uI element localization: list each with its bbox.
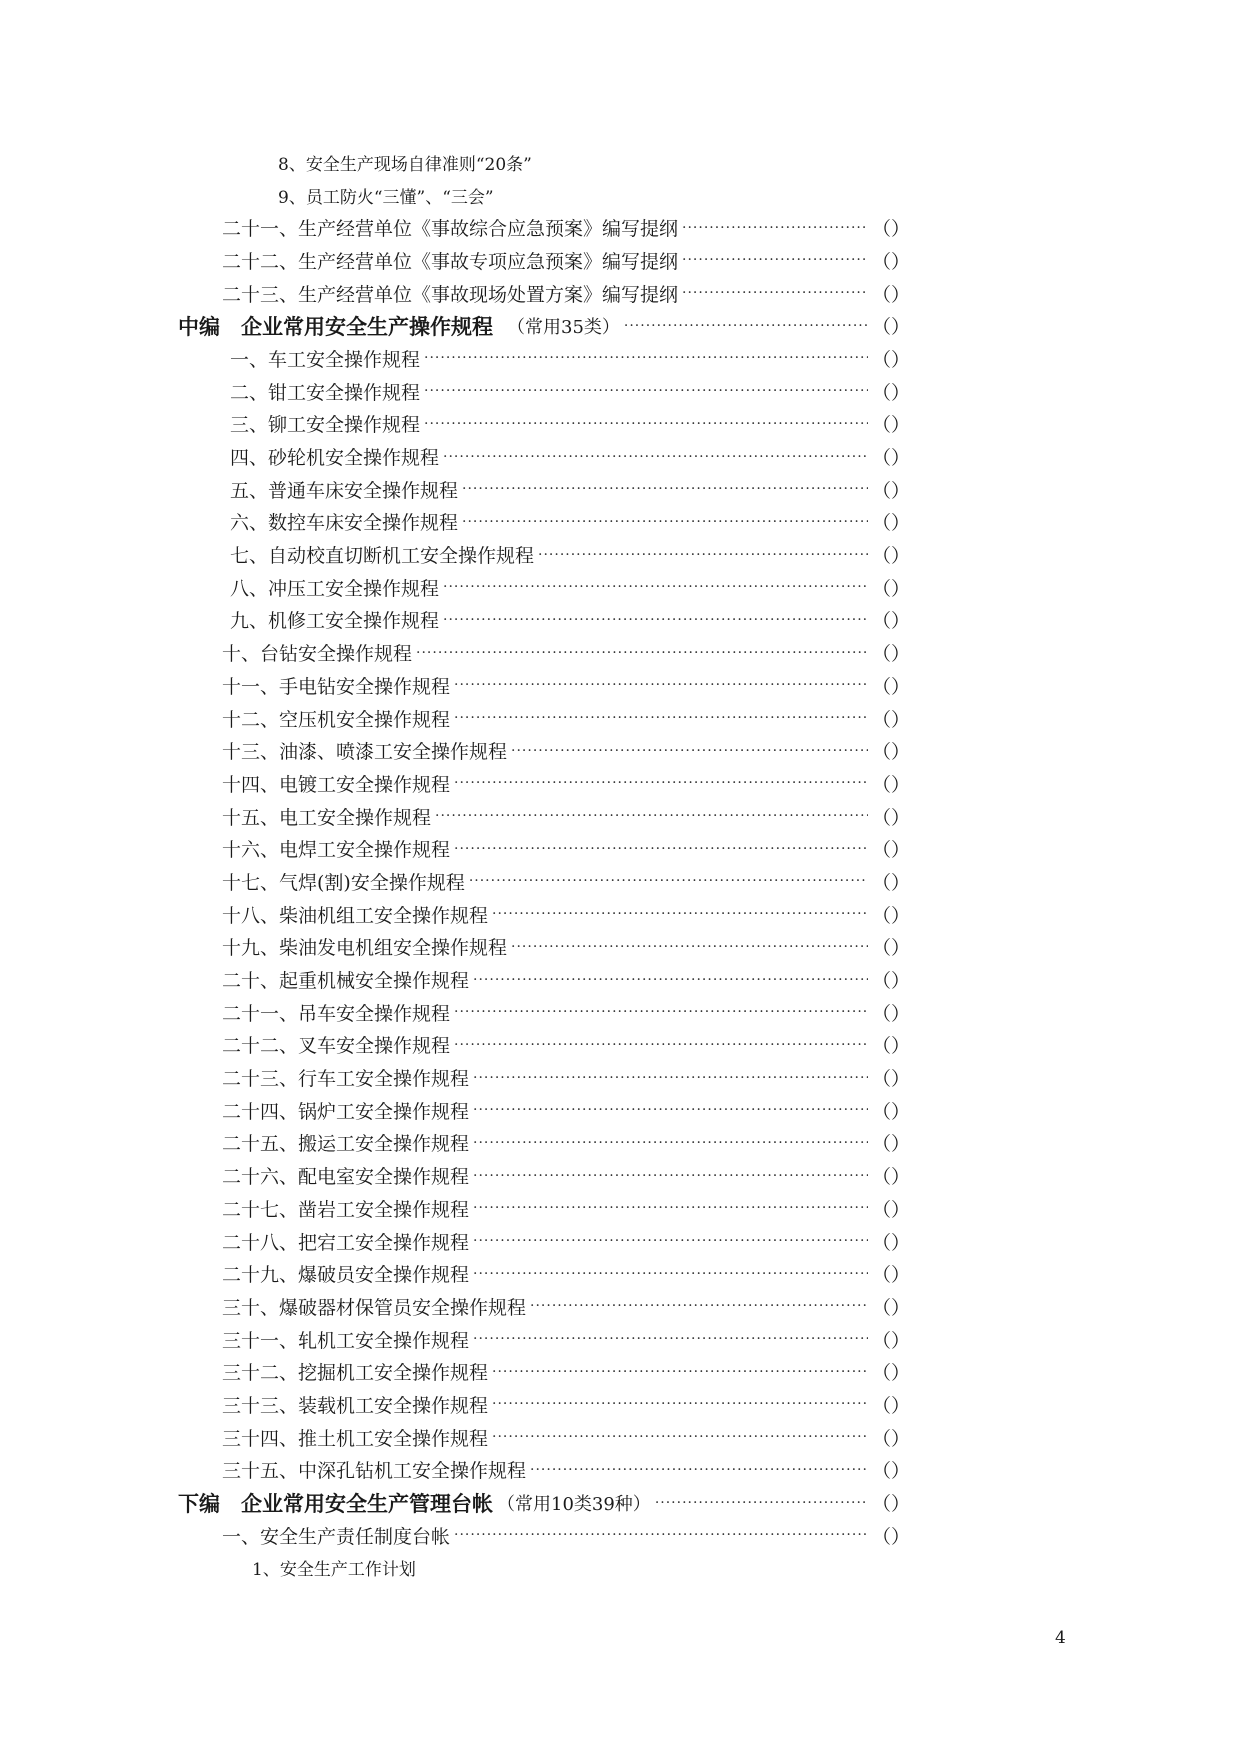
toc-leader-dots: [473, 973, 868, 987]
toc-page-ref: （）: [872, 545, 911, 568]
toc-leader-dots: [454, 678, 868, 692]
toc-entry[interactable]: [0, 702, 911, 735]
toc-leader-dots: [511, 940, 868, 954]
toc-page-ref: （）: [872, 1068, 911, 1091]
toc-entry-label: 二十二、生产经营单位《事故专项应急预案》编写提纲: [222, 250, 679, 273]
toc-entry[interactable]: [0, 211, 911, 244]
toc-subitem-label: 9、员工防火“三懂”、“三会”: [278, 187, 494, 208]
toc-leader-dots: [462, 482, 868, 496]
toc-page-ref: （）: [872, 970, 911, 993]
toc-entry[interactable]: [0, 767, 911, 800]
toc-section-heading[interactable]: [0, 309, 911, 342]
toc-page-ref: （）: [872, 1198, 911, 1221]
toc-entry[interactable]: [0, 832, 911, 865]
toc-entry[interactable]: [0, 1192, 911, 1225]
toc-entry[interactable]: [0, 506, 911, 539]
toc-entry-label: 十七、气焊(割)安全操作规程: [222, 871, 465, 894]
toc-page-ref: （）: [872, 1231, 911, 1254]
toc-entry-label: 十六、电焊工安全操作规程: [222, 839, 451, 862]
toc-entry[interactable]: [0, 375, 911, 408]
toc-entry-label: 二十六、配电室安全操作规程: [222, 1166, 470, 1189]
toc-entry[interactable]: [0, 800, 911, 833]
toc-leader-dots: [435, 809, 868, 823]
toc-entry-label: 十八、柴油机组工安全操作规程: [222, 904, 489, 927]
toc-page-ref: （）: [872, 1427, 911, 1450]
toc-subitem-label: 8、安全生产现场自律准则“20条”: [278, 154, 532, 175]
toc-entry-label: 二十八、把宕工安全操作规程: [222, 1231, 470, 1254]
toc-page-ref: （）: [872, 708, 911, 731]
toc-page-ref: （）: [872, 1002, 911, 1025]
toc-entry-label: 二十、起重机械安全操作规程: [222, 970, 470, 993]
toc-entry-label: 十二、空压机安全操作规程: [222, 708, 451, 731]
toc-leader-dots: [454, 1005, 868, 1019]
toc-page-ref: （）: [872, 1035, 911, 1058]
toc-leader-dots: [492, 1430, 868, 1444]
toc-page-ref: （）: [872, 577, 911, 600]
toc-subitem-label: 1、安全生产工作计划: [252, 1560, 416, 1581]
toc-leader-dots: [511, 744, 868, 758]
toc-entry[interactable]: [0, 1061, 911, 1094]
toc-page-ref: （）: [872, 806, 911, 829]
toc-leader-dots: [473, 1234, 868, 1248]
toc-subitem: [0, 179, 1241, 212]
toc-entry-label: 二十三、行车工安全操作规程: [222, 1068, 470, 1091]
toc-page-ref: （）: [872, 643, 911, 666]
toc-page-ref: （）: [872, 348, 911, 371]
toc-leader-dots: [473, 1332, 868, 1346]
toc-leader-dots: [454, 711, 868, 725]
toc-page-ref: （）: [872, 1394, 911, 1417]
toc-entry-label: 三十五、中深孔钻机工安全操作规程: [222, 1460, 527, 1483]
toc-entry[interactable]: [0, 865, 911, 898]
toc-entry-label: 三十、爆破器材保管员安全操作规程: [222, 1296, 527, 1319]
toc-entry[interactable]: [0, 1355, 911, 1388]
section-subtitle: （常用35类）: [507, 316, 620, 338]
toc-leader-dots: [454, 1038, 868, 1052]
toc-entry[interactable]: [0, 1127, 911, 1160]
toc-leader-dots: [492, 907, 868, 921]
toc-entry[interactable]: [0, 734, 911, 767]
toc-entry[interactable]: [0, 1257, 911, 1290]
toc-page-ref: （）: [872, 1100, 911, 1123]
toc-entry[interactable]: [0, 931, 911, 964]
toc-entry-label: 三十二、挖掘机工安全操作规程: [222, 1362, 489, 1385]
toc-entry-label: 二十一、生产经营单位《事故综合应急预案》编写提纲: [222, 218, 679, 241]
toc-entry-label: 二十七、凿岩工安全操作规程: [222, 1198, 470, 1221]
toc-page-ref: （）: [872, 773, 911, 796]
toc-entry[interactable]: [0, 473, 911, 506]
toc-leader-dots: [530, 1463, 868, 1477]
toc-entry-label: 一、安全生产责任制度台帐: [222, 1525, 451, 1548]
toc-leader-dots: [443, 580, 868, 594]
toc-leader-dots: [682, 286, 868, 300]
toc-page-ref: （）: [872, 512, 911, 535]
toc-subitem: [0, 146, 1241, 179]
toc-entry-label: 四、砂轮机安全操作规程: [230, 447, 440, 470]
toc-entry[interactable]: [0, 604, 911, 637]
toc-page-ref: （）: [872, 1166, 911, 1189]
section-subtitle: （常用10类39种）: [497, 1493, 651, 1515]
toc-leader-dots: [424, 417, 868, 431]
toc-entry[interactable]: [0, 898, 911, 931]
toc-page-ref: （）: [872, 414, 911, 437]
toc-page-ref: （）: [872, 447, 911, 470]
toc-page-ref: （）: [872, 610, 911, 633]
toc-entry-label: 八、冲压工安全操作规程: [230, 577, 440, 600]
toc-entry-label: 一、车工安全操作规程: [230, 348, 421, 371]
toc-subitem: [0, 1552, 1241, 1585]
toc-entry[interactable]: [0, 1094, 911, 1127]
toc-leader-dots: [424, 384, 868, 398]
toc-entry[interactable]: [0, 277, 911, 310]
toc-page-ref: （）: [872, 675, 911, 698]
toc-leader-dots: [473, 1169, 868, 1183]
toc-leader-dots: [416, 646, 868, 660]
toc-leader-dots: [655, 1496, 868, 1510]
toc-entry-label: 二十一、吊车安全操作规程: [222, 1002, 451, 1025]
toc-entry[interactable]: [0, 1290, 911, 1323]
toc-entry-label: 十一、手电钻安全操作规程: [222, 675, 451, 698]
toc-leader-dots: [469, 874, 868, 888]
toc-page-ref: （）: [872, 1493, 911, 1516]
toc-page-ref: （）: [872, 937, 911, 960]
toc-entry-label: 三、铆工安全操作规程: [230, 414, 421, 437]
toc-section-heading[interactable]: [0, 1486, 911, 1519]
toc-leader-dots: [682, 253, 868, 267]
toc-leader-dots: [454, 842, 868, 856]
toc-entry[interactable]: [0, 1029, 911, 1062]
toc-entry[interactable]: [0, 1388, 911, 1421]
toc-entry-label: 十、台钻安全操作规程: [222, 643, 413, 666]
toc-entry-label: 三十三、装载机工安全操作规程: [222, 1394, 489, 1417]
toc-entry-label: 十五、电工安全操作规程: [222, 806, 432, 829]
section-title: 下编 企业常用安全生产管理台帐: [178, 1491, 493, 1516]
toc-page-ref: （）: [872, 1133, 911, 1156]
toc-leader-dots: [424, 351, 868, 365]
toc-entry[interactable]: [0, 1323, 911, 1356]
toc-entry-label: 十三、油漆、喷漆工安全操作规程: [222, 741, 508, 764]
toc-page-ref: （）: [872, 250, 911, 273]
toc-page-ref: （）: [872, 1264, 911, 1287]
toc-leader-dots: [492, 1365, 868, 1379]
toc-entry[interactable]: [0, 244, 911, 277]
toc-entry-label: 二十九、爆破员安全操作规程: [222, 1264, 470, 1287]
toc-page-ref: （）: [872, 1329, 911, 1352]
toc-entry[interactable]: [0, 1421, 911, 1454]
toc-leader-dots: [530, 1299, 868, 1313]
toc-entry[interactable]: [0, 1225, 911, 1258]
toc-leader-dots: [473, 1071, 868, 1085]
toc-leader-dots: [538, 548, 868, 562]
toc-entry-label: 二十四、锅炉工安全操作规程: [222, 1100, 470, 1123]
toc-leader-dots: [473, 1136, 868, 1150]
toc-entry[interactable]: [0, 408, 911, 441]
toc-page-ref: （）: [872, 218, 911, 241]
toc-leader-dots: [443, 450, 868, 464]
toc-entry-label: 三十一、轧机工安全操作规程: [222, 1329, 470, 1352]
toc-page-ref: （）: [872, 1460, 911, 1483]
toc-entry[interactable]: [0, 669, 911, 702]
toc-page-ref: （）: [872, 904, 911, 927]
toc-leader-dots: [473, 1201, 868, 1215]
toc-leader-dots: [454, 1528, 868, 1542]
toc-leader-dots: [473, 1103, 868, 1117]
toc-page-ref: （）: [872, 316, 911, 339]
toc-leader-dots: [462, 515, 868, 529]
toc-entry[interactable]: [0, 1159, 911, 1192]
toc-page-ref: （）: [872, 839, 911, 862]
toc-entry-label: 二、钳工安全操作规程: [230, 381, 421, 404]
section-title: 中编 企业常用安全生产操作规程: [178, 314, 493, 339]
toc-entry-label: 五、普通车床安全操作规程: [230, 479, 459, 502]
toc-entry[interactable]: [0, 963, 911, 996]
table-of-contents: [0, 146, 1241, 1584]
toc-leader-dots: [682, 221, 868, 235]
toc-page-ref: （）: [872, 381, 911, 404]
toc-page-ref: （）: [872, 1296, 911, 1319]
toc-entry-label: 六、数控车床安全操作规程: [230, 512, 459, 535]
toc-page-ref: （）: [872, 479, 911, 502]
toc-entry-label: 二十二、叉车安全操作规程: [222, 1035, 451, 1058]
toc-entry[interactable]: [0, 342, 911, 375]
toc-entry[interactable]: [0, 538, 911, 571]
toc-entry-label: 十四、电镀工安全操作规程: [222, 773, 451, 796]
toc-leader-dots: [454, 776, 868, 790]
toc-entry-label: 三十四、推土机工安全操作规程: [222, 1427, 489, 1450]
toc-entry-label: 十九、柴油发电机组安全操作规程: [222, 937, 508, 960]
toc-entry[interactable]: [0, 636, 911, 669]
toc-leader-dots: [492, 1397, 868, 1411]
page-number: 4: [1055, 1628, 1066, 1648]
toc-page-ref: （）: [872, 741, 911, 764]
toc-leader-dots: [473, 1267, 868, 1281]
toc-entry-label: 九、机修工安全操作规程: [230, 610, 440, 633]
toc-entry[interactable]: [0, 1519, 911, 1552]
toc-page-ref: （）: [872, 1525, 911, 1548]
toc-entry-label: 二十五、搬运工安全操作规程: [222, 1133, 470, 1156]
toc-page-ref: （）: [872, 871, 911, 894]
toc-entry[interactable]: [0, 1454, 911, 1487]
toc-entry[interactable]: [0, 996, 911, 1029]
toc-page-ref: （）: [872, 1362, 911, 1385]
toc-page-ref: （）: [872, 283, 911, 306]
toc-leader-dots: [624, 319, 868, 333]
toc-entry[interactable]: [0, 440, 911, 473]
toc-leader-dots: [443, 613, 868, 627]
toc-entry-label: 七、自动校直切断机工安全操作规程: [230, 545, 535, 568]
toc-entry-label: 二十三、生产经营单位《事故现场处置方案》编写提纲: [222, 283, 679, 306]
toc-entry[interactable]: [0, 571, 911, 604]
